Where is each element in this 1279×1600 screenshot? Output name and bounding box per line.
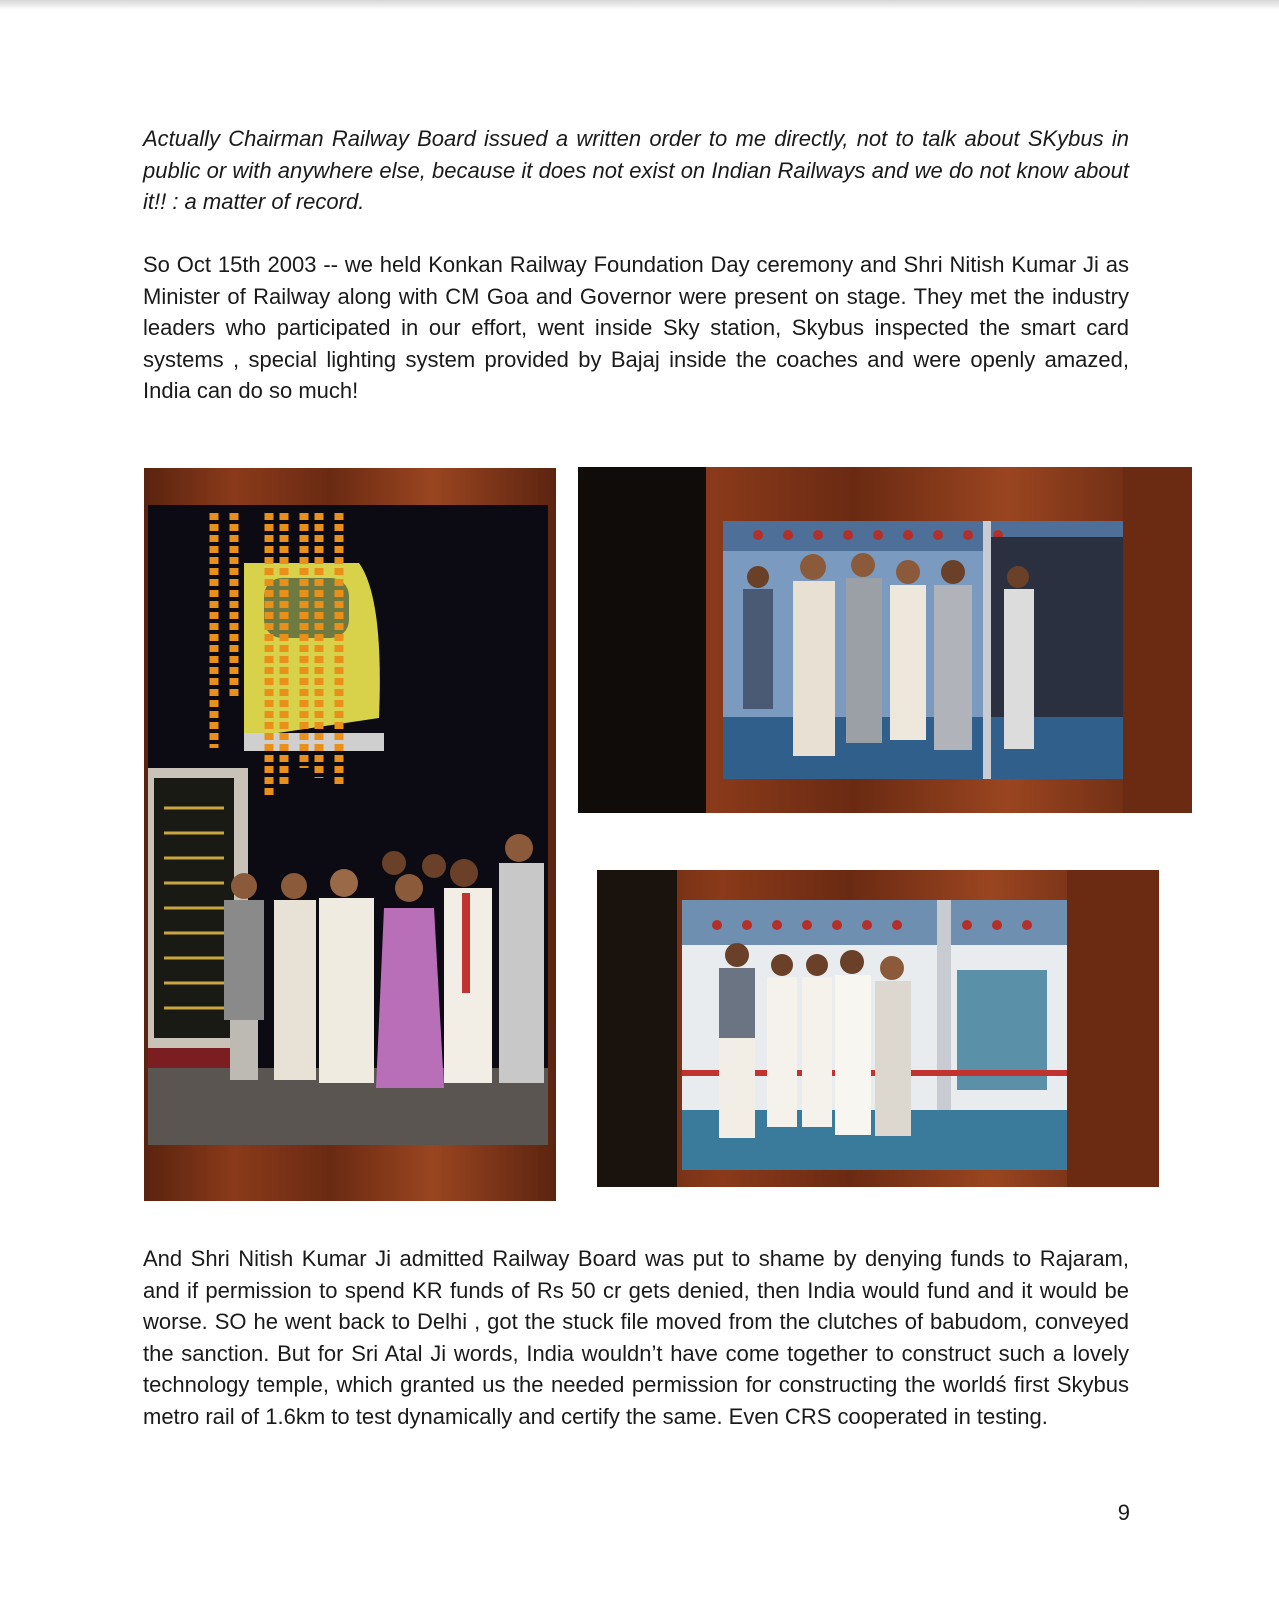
italic-note-paragraph: Actually Chairman Railway Board issued a written order to me directly, not to talk about SKybus in public or with anywhere else, because it does not exist on Indian Railways and we do not know about it!! : a matter of record. (143, 126, 1129, 214)
coach-inspection-photo-2 (597, 870, 1159, 1187)
foundation-day-paragraph: So Oct 15th 2003 -- we held Konkan Railway Foundation Day ceremony and Shri Nitish Kumar Ji as Minister of Railway along with CM Goa and Governor were present on stage. They met the industry leaders who participated in our effort, went inside Sky station, Skybus inspected the smart card systems , special lighting system provided by Bajaj inside the coaches and were openly amazed, India can do so much! (143, 252, 1129, 403)
ceremony-photo-drawing (144, 468, 556, 1201)
coach-inspection-photo-2-drawing (597, 870, 1159, 1187)
coach-inspection-photo-1-drawing (578, 467, 1192, 813)
sanction-paragraph: And Shri Nitish Kumar Ji admitted Railway Board was put to shame by denying funds to Rajaram, and if permission to spend KR funds of Rs 50 cr gets denied, then India would fund and it would be worse. SO he went back to Delhi , got the stuck file moved from the clutches of babudom, conveyed the sanction. But for Sri Atal Ji words, India wouldn’t have come together to construct such a lovely technology temple, which granted us the needed permission for constructing the worldś first Skybus metro rail of 1.6km to test dynamically and certify the same. Even CRS cooperated in testing. (143, 1246, 1129, 1429)
page-top-shadow (0, 0, 1279, 10)
ceremony-photo (144, 468, 556, 1201)
coach-inspection-photo-1 (578, 467, 1192, 813)
page-number: 9 (1117, 1500, 1130, 1525)
